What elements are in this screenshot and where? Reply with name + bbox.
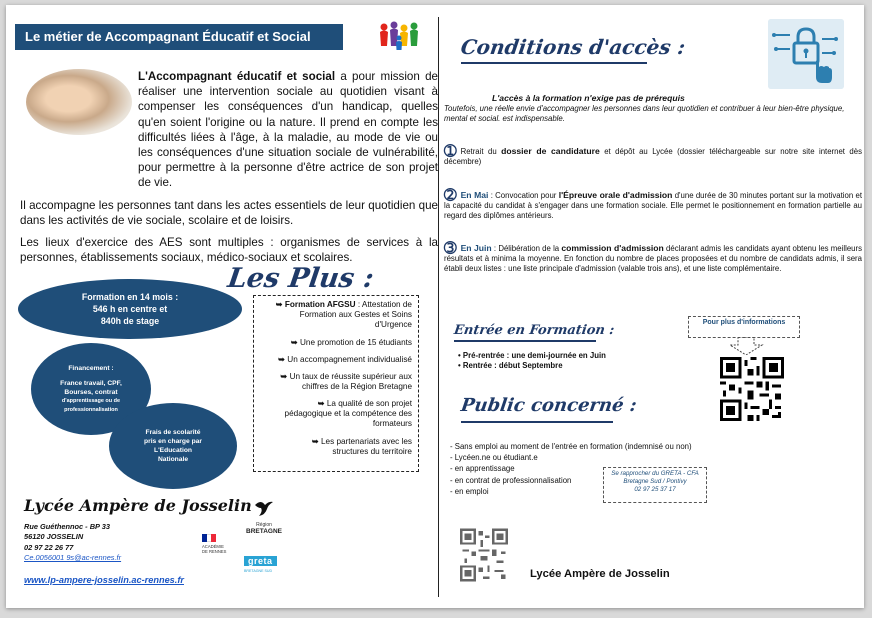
plus-item: ➥ Un accompagnement individualisé <box>278 355 412 364</box>
ellipse3-line: pris en charge par <box>144 438 202 445</box>
intro-paragraph-2: Il accompagne les personnes tant dans les actes essentiels de leur quotidien que dans les activités de vie sociale, scolaire et de loisirs. <box>20 198 438 227</box>
info-box: Pour plus d'informations <box>688 316 800 338</box>
email-link[interactable]: Ce.0056001 9s@ac-rennes.fr <box>24 553 122 563</box>
greta-box-line: Se rapprocher du GRETA - CFA <box>611 470 699 477</box>
step-label: En Juin <box>460 243 492 253</box>
ellipse1-line: 840h de stage <box>100 316 160 326</box>
ellipse2-line: Financement : <box>68 364 114 372</box>
website-link[interactable]: www.lp-ampere-josselin.ac-rennes.fr <box>24 575 184 585</box>
step-text: et dépôt au Lycée (dossier téléchargeable sur notre site internet dès décembre) <box>444 147 862 167</box>
greta-box-phone: 02 97 25 37 17 <box>634 486 676 493</box>
entree-underline <box>454 340 596 342</box>
entree-title: Entrée en Formation : <box>452 323 616 338</box>
ellipse-formation <box>18 279 242 339</box>
public-item: en emploi <box>454 486 489 496</box>
qr-code[interactable] <box>460 528 508 582</box>
list-item: - en apprentissage <box>450 464 515 474</box>
list-item: - en contrat de professionnalisation <box>450 475 572 485</box>
public-item: Sans emploi au moment de l'entrée en formation (indemnisé ou non) <box>454 442 692 451</box>
list-item: - en emploi <box>450 486 489 496</box>
address-line: Rue Guéthennoc - BP 33 <box>24 522 110 531</box>
plus-item: ➥ Une promotion de 15 étudiants <box>290 338 412 347</box>
address-block <box>24 522 121 564</box>
greta-logo <box>244 551 290 574</box>
list-item: • Pré-rentrée : une demi-journée en Juin <box>458 351 606 360</box>
intro-paragraph-1 <box>20 69 438 191</box>
academie-text: ACADÉMIE <box>202 544 224 549</box>
phone-number: 02 97 22 26 77 <box>24 542 74 552</box>
plus-item: ➥ Formation AFGSU : Attestation de Formation aux Gestes et Soins d'Urgence <box>275 300 412 330</box>
step-1-number-icon: ➀ <box>444 143 457 160</box>
plus-item-text: La qualité de son projet pédagogique et la compétence des formateurs <box>284 399 412 429</box>
intro-paragraph-3: Les lieux d'exercice des AES sont multiples : organismes de services à la personnes, établissements sociaux, médico-sociaux et scolaires. <box>20 236 438 265</box>
conditions-underline <box>461 62 647 64</box>
conditions-title: Conditions d'accès : <box>459 35 687 59</box>
entree-item: Pré-rentrée : une demi-journée en Juin <box>462 351 606 360</box>
left-title-bar: Le métier de Accompagnant Éducatif et Social <box>15 24 343 50</box>
lock-touch-icon <box>768 19 844 89</box>
conditions-heading: L'accès à la formation n'exige pas de prérequis <box>492 93 685 103</box>
les-plus-box <box>253 295 419 472</box>
public-underline <box>461 421 613 423</box>
academie-logo <box>202 534 232 554</box>
region-text: BRETAGNE <box>246 528 282 535</box>
ellipse-frais <box>109 403 237 489</box>
ellipse2-line: France travail, CPF, <box>60 379 122 387</box>
step-bold: commission d'admission <box>561 243 664 253</box>
ellipse2-line: professionnalisation <box>64 406 118 413</box>
plus-item-text: Un accompagnement individualisé <box>287 355 412 364</box>
ellipse3-line: Nationale <box>157 456 189 463</box>
list-item: - Lycéen.ne ou étudiant.e <box>450 453 538 463</box>
column-divider <box>438 17 439 597</box>
step-text: Retrait du <box>460 147 502 156</box>
step-text: : Convocation pour <box>488 191 559 200</box>
people-icon <box>376 20 424 52</box>
entree-list <box>458 351 606 372</box>
step-2 <box>444 187 862 222</box>
intro-bold: L'Accompagnant éducatif et social <box>138 70 336 83</box>
qr-code[interactable] <box>720 357 784 421</box>
conditions-text: Toutefois, une réelle envie d'accompagner les personnes dans leur quotidien et contribuer à leur bien-être physique, mental et social. est indispensable. <box>444 104 845 124</box>
lycee-name-right: Lycée Ampère de Josselin <box>530 568 670 580</box>
public-item: en contrat de professionnalisation <box>454 475 572 485</box>
down-arrow-icon <box>726 337 766 355</box>
step-3 <box>444 240 862 275</box>
public-item: Lycéen.ne ou étudiant.e <box>454 453 538 463</box>
step-bold: l'Épreuve orale d'admission <box>558 190 673 200</box>
intro-text <box>20 69 438 272</box>
step-text: déclarant admis les candidats ayant obtenu les meilleurs résultats et à minima la moyenne. En fonction du nombre de places proposées et du nombre de candidats admis, il sera établi deux listes : une liste principale d'admission (valable trois ans), et une liste complémentaire. <box>444 244 862 274</box>
greta-box-line: Bretagne Sud / Pontivy <box>623 478 687 485</box>
step-label: En Mai <box>460 190 489 200</box>
plus-item: ➥ Un taux de réussite supérieur aux chiffres de la Région Bretagne <box>280 372 412 392</box>
entree-item: Rentrée : début Septembre <box>462 361 563 371</box>
list-item: - Sans emploi au moment de l'entrée en formation (indemnisé ou non) <box>450 442 692 451</box>
list-item: • Rentrée : début Septembre <box>458 361 563 371</box>
lycee-name-left: Lycée Ampère de Josselin <box>24 496 252 515</box>
step-1 <box>444 143 862 167</box>
plus-item-bold: Formation AFGSU <box>284 300 356 309</box>
ellipse3-line: L'Education <box>154 447 192 454</box>
greta-word: greta <box>244 556 277 566</box>
plus-item: ➥ Les partenariats avec les structures du territoire <box>311 437 412 457</box>
plus-item: ➥ La qualité de son projet pédagogique et la compétence des formateurs <box>284 399 412 429</box>
public-item: en apprentissage <box>454 464 515 474</box>
ellipse3-line: Frais de scolarité <box>145 429 201 436</box>
ellipse2-line: Bourses, contrat <box>64 388 118 396</box>
ellipse1-line: 546 h en centre et <box>92 304 168 314</box>
plus-item-text: Une promotion de 15 étudiants <box>300 338 412 347</box>
step-3-number-icon: ➂ <box>444 240 457 257</box>
greta-contact-box <box>603 467 707 503</box>
plus-item-text: Les partenariats avec les structures du territoire <box>320 437 412 457</box>
region-logo <box>244 499 284 535</box>
flyer-page <box>6 5 864 608</box>
step-text: : Délibération de la <box>491 244 562 253</box>
step-bold: dossier de candidature <box>501 146 600 156</box>
step-2-number-icon: ➁ <box>444 187 457 204</box>
academie-text: DE RENNES <box>202 549 227 554</box>
address-line: 56120 JOSSELIN <box>24 532 84 542</box>
greta-sub: BRETAGNE SUD <box>244 569 273 573</box>
public-title: Public concerné : <box>459 395 638 416</box>
region-bird-icon <box>253 499 275 517</box>
ellipse2-line: d'apprentissage ou de <box>61 397 121 404</box>
step-text: d'une durée de 30 minutes portant sur la motivation et la capacité du candidat à s'engager dans une formation sociale. Elle permet le positionnement en formation partielle au regard des diplômes antérieurs. <box>444 191 862 221</box>
intro-rest: a pour mission de réaliser une intervention sociale au quotidien visant à compenser les conséquences d'un handicap, quelles qu'en soient l'origine ou la nature. Il prend en compte les difficultés liées à l'âge, à la maladie, au mode de vie ou les conséquences d'une situation sociale de vulnérabilité, pour permettre à la personne d'être actrice de son projet de vie. <box>138 70 439 190</box>
plus-item-text: Un taux de réussite supérieur aux chiffres de la Région Bretagne <box>289 372 412 392</box>
ellipse1-line: Formation en 14 mois : <box>81 292 179 302</box>
region-text: Région <box>256 522 272 528</box>
les-plus-title: Les Plus : <box>225 263 376 294</box>
french-flag-icon <box>202 534 216 542</box>
plus-item-text: : Attestation de Formation aux Gestes et Soins d'Urgence <box>299 300 412 330</box>
